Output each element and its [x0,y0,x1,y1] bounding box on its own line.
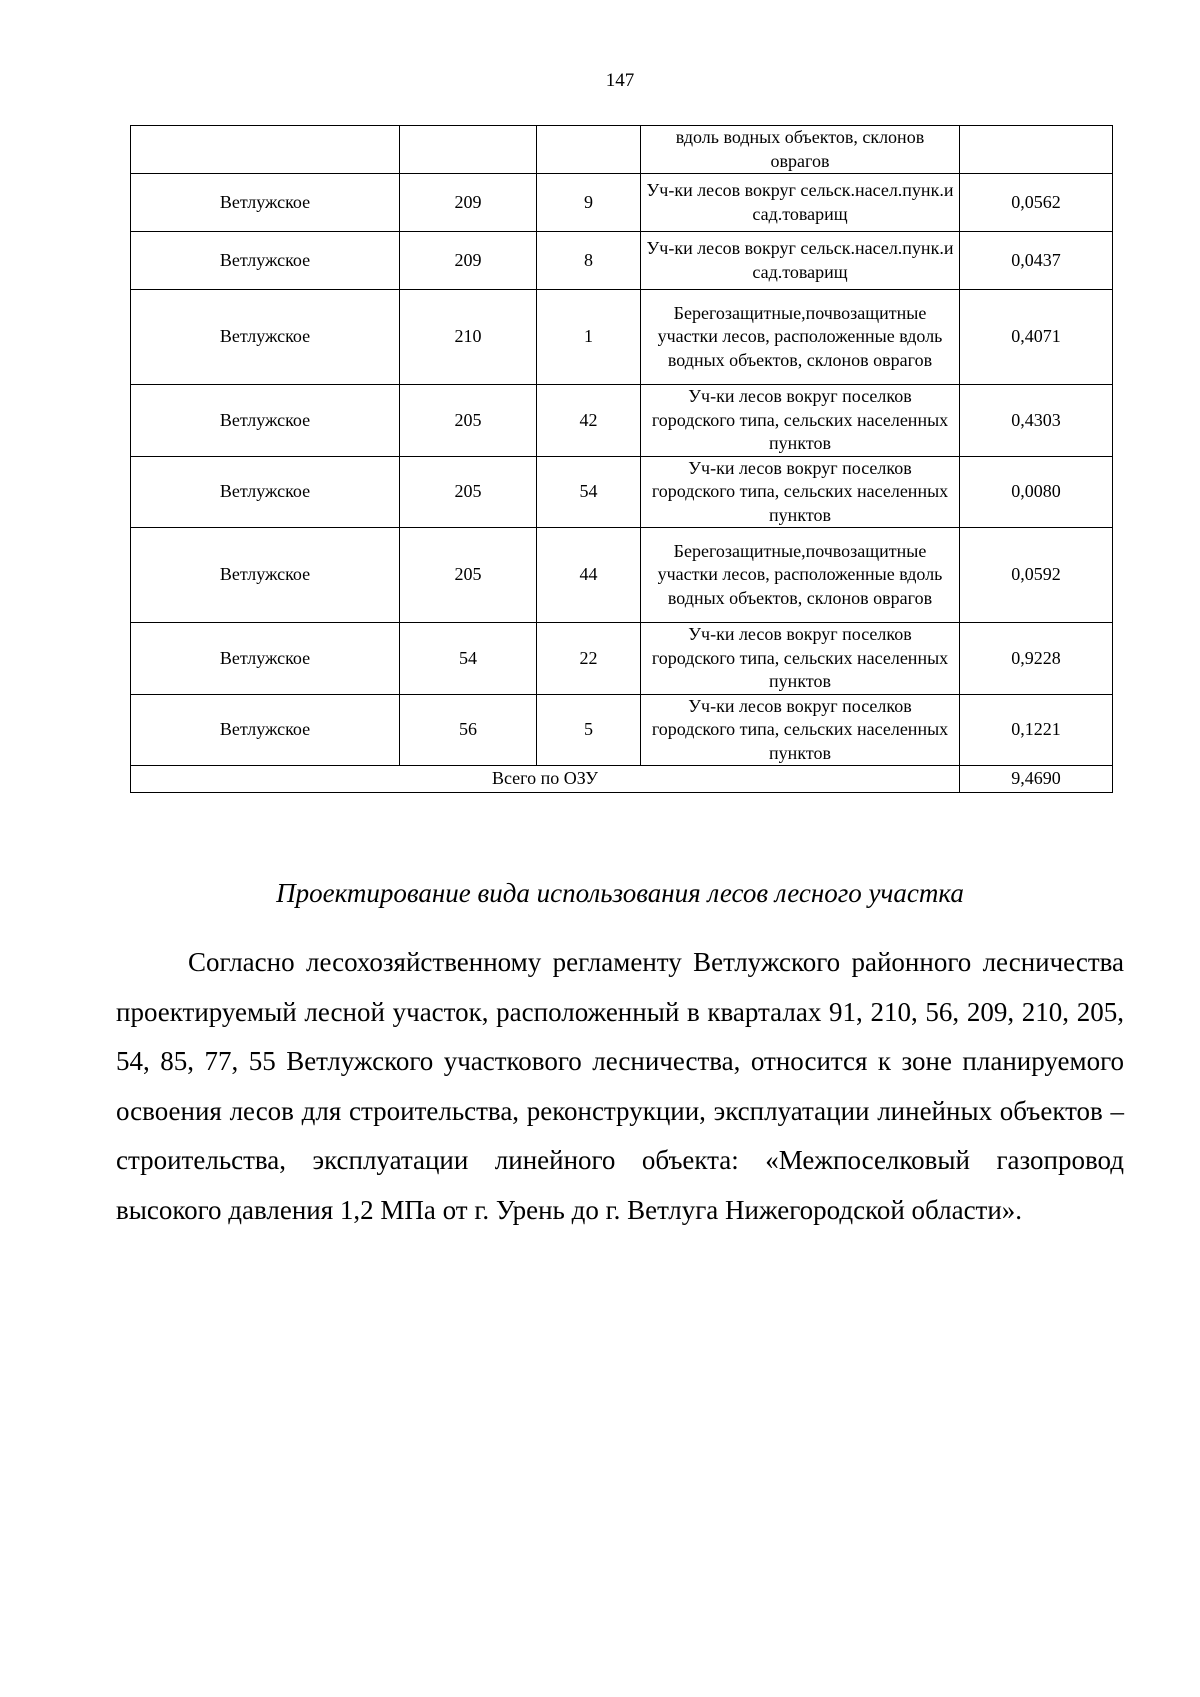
purpose-cell: Уч-ки лесов вокруг поселков городского типа, сельских населенных пунктов [641,456,960,528]
quarter-cell [400,126,537,174]
table-row [131,623,1113,695]
plot-cell: 22 [537,623,641,695]
purpose-cell: вдоль водных объектов, склонов оврагов [641,126,960,174]
area-cell: 0,0562 [960,174,1113,232]
area-cell: 0,0592 [960,528,1113,623]
body-paragraph: Согласно лесохозяйственному регламенту Ветлужского районного лесничества проектируемый лесной участок, расположенный в кварталах 91, 210, 56, 209, 210, 205, 54, 85, 77, 55 Ветлужского участкового лесничества, относится к зоне планируемого освоения лесов для строительства, реконструкции, эксплуатации линейных объектов – строительства, эксплуатации линейного объекта: «Межпоселковый газопровод высокого давления 1,2 МПа от г. Урень до г. Ветлуга Нижегородской области». [116,947,1124,1225]
quarter-cell: 205 [400,385,537,457]
forestry-cell: Ветлужское [131,528,400,623]
quarter-cell: 210 [400,290,537,385]
purpose-cell: Уч-ки лесов вокруг сельск.насел.пунк.и сад.товарищ [641,232,960,290]
table-row [131,528,1113,623]
plot-cell: 54 [537,456,641,528]
plot-cell: 9 [537,174,641,232]
quarter-cell: 56 [400,694,537,766]
forestry-cell: Ветлужское [131,232,400,290]
area-cell: 0,0080 [960,456,1113,528]
section-heading: Проектирование вида использования лесов лесного участка [276,878,964,908]
table-row [131,232,1113,290]
purpose-cell: Берегозащитные,почвозащитные участки лесов, расположенные вдоль водных объектов, склонов оврагов [641,290,960,385]
forestry-cell: Ветлужское [131,174,400,232]
forestry-cell: Ветлужское [131,385,400,457]
purpose-cell: Берегозащитные,почвозащитные участки лесов, расположенные вдоль водных объектов, склонов оврагов [641,528,960,623]
total-row [131,766,1113,793]
table-row [131,290,1113,385]
forestry-cell: Ветлужское [131,623,400,695]
total-label: Всего по ОЗУ [131,766,960,793]
forestry-cell [131,126,400,174]
area-cell [960,126,1113,174]
forestry-cell: Ветлужское [131,694,400,766]
total-value: 9,4690 [960,766,1113,793]
table-row [131,694,1113,766]
area-cell: 0,9228 [960,623,1113,695]
table-row [131,385,1113,457]
area-cell: 0,4071 [960,290,1113,385]
quarter-cell: 54 [400,623,537,695]
purpose-cell: Уч-ки лесов вокруг поселков городского типа, сельских населенных пунктов [641,694,960,766]
area-cell: 0,4303 [960,385,1113,457]
purpose-cell: Уч-ки лесов вокруг сельск.насел.пунк.и сад.товарищ [641,174,960,232]
forestry-cell: Ветлужское [131,456,400,528]
quarter-cell: 205 [400,528,537,623]
plot-cell: 44 [537,528,641,623]
page-number: 147 [605,70,635,91]
plot-cell: 5 [537,694,641,766]
table-row [131,456,1113,528]
plot-cell: 1 [537,290,641,385]
quarter-cell: 205 [400,456,537,528]
table-row [131,174,1113,232]
purpose-cell: Уч-ки лесов вокруг поселков городского типа, сельских населенных пунктов [641,385,960,457]
forestry-cell: Ветлужское [131,290,400,385]
plot-cell: 42 [537,385,641,457]
area-cell: 0,0437 [960,232,1113,290]
plot-cell [537,126,641,174]
quarter-cell: 209 [400,232,537,290]
quarter-cell: 209 [400,174,537,232]
forest-plots-table [130,125,1113,793]
purpose-cell: Уч-ки лесов вокруг поселков городского типа, сельских населенных пунктов [641,623,960,695]
table-row [131,126,1113,174]
plot-cell: 8 [537,232,641,290]
area-cell: 0,1221 [960,694,1113,766]
